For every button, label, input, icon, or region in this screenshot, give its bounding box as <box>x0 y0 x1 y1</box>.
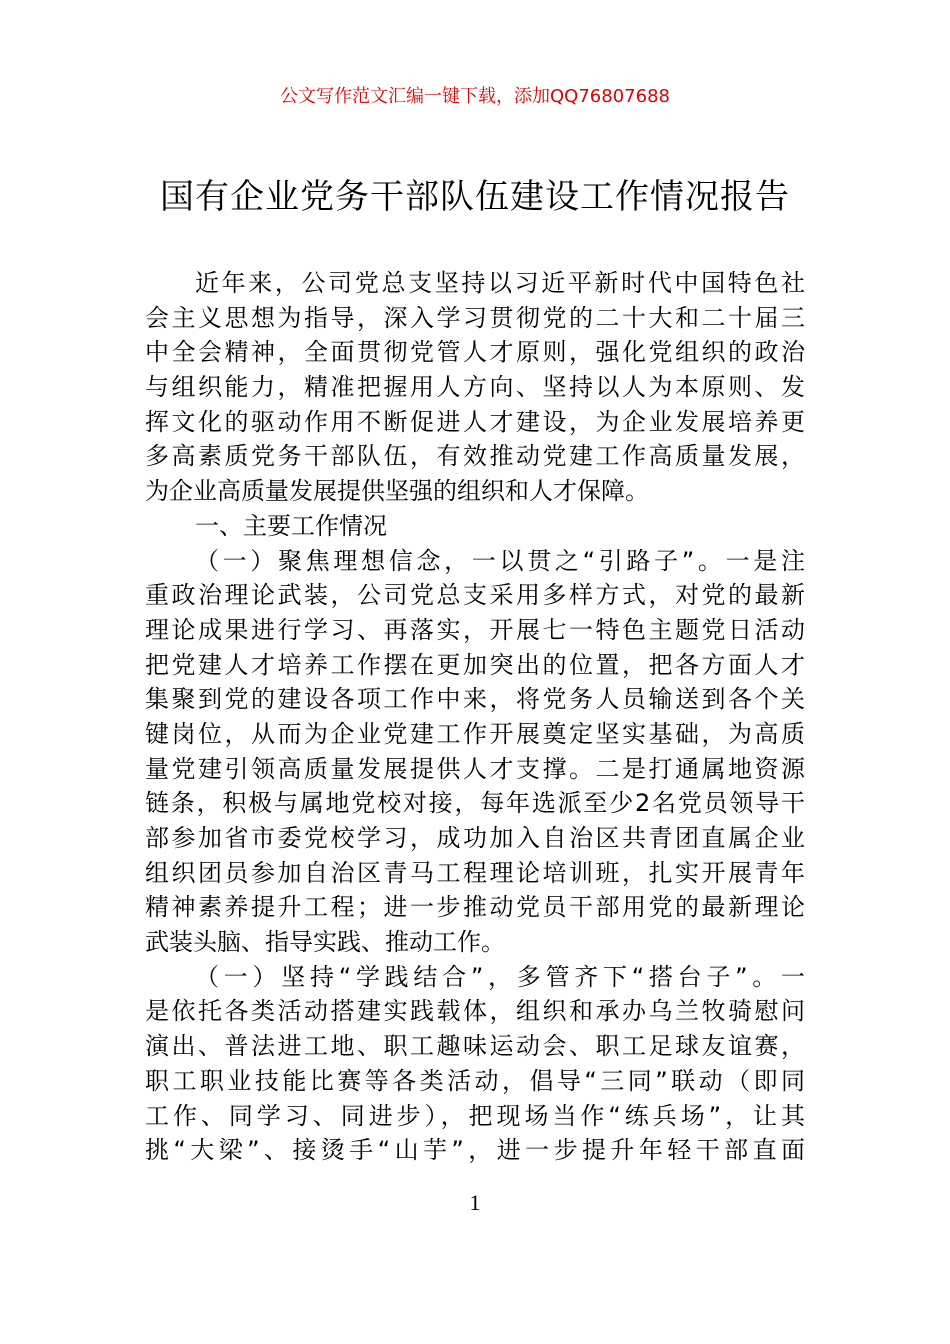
text-line: 是依托各类活动搭建实践载体，组织和承办乌兰牧骑慰问 <box>145 997 805 1026</box>
text-line: 挥文化的驱动作用不断促进人才建设，为企业发展培养更 <box>145 407 805 436</box>
text-line: 链条，积极与属地党校对接，每年选派至少2名党员领导干 <box>145 789 805 818</box>
text-line: 与组织能力，精准把握用人方向、坚持以人为本原则、发 <box>145 373 805 402</box>
page-number: 1 <box>469 1190 481 1215</box>
paragraph <box>145 960 805 1168</box>
text-line: 理论成果进行学习、再落实，开展七一特色主题党日活动 <box>145 615 805 644</box>
text-line: 挑“大梁”、接烫手“山芋”，进一步提升年轻干部直面 <box>145 1136 805 1165</box>
text-line: 把党建人才培养工作摆在更加突出的位置，把各方面人才 <box>145 650 805 679</box>
text-line: 一、主要工作情况 <box>195 511 387 540</box>
paragraph <box>145 509 805 544</box>
download-banner: 公文写作范文汇编一键下载，添加QQ76807688 <box>280 86 670 107</box>
text-line: 职工职业技能比赛等各类活动，倡导“三同”联动（即同 <box>145 1066 805 1095</box>
text-line: 为企业高质量发展提供坚强的组织和人才保障。 <box>145 477 649 506</box>
text-line: 精神素养提升工程；进一步推动党员干部用党的最新理论 <box>145 893 805 922</box>
text-line: 键岗位，从而为企业党建工作开展奠定坚实基础，为高质 <box>145 719 805 748</box>
text-line: 集聚到党的建设各项工作中来，将党务人员输送到各个关 <box>145 685 805 714</box>
paragraph <box>145 266 805 509</box>
text-line: 中全会精神，全面贯彻党管人才原则，强化党组织的政治 <box>145 338 805 367</box>
text-line: 演出、普法进工地、职工趣味运动会、职工足球友谊赛， <box>145 1032 805 1061</box>
text-line: 工作、同学习、同进步），把现场当作“练兵场”，让其 <box>145 1101 805 1130</box>
document-title: 国有企业党务干部队伍建设工作情况报告 <box>160 177 790 217</box>
text-line: （一）聚焦理想信念，一以贯之“引路子”。一是注 <box>195 546 805 575</box>
text-line: 武装头脑、指导实践、推动工作。 <box>145 928 505 957</box>
text-line: 多高素质党务干部队伍，有效推动党建工作高质量发展， <box>145 442 805 471</box>
text-line: （一）坚持“学践结合”，多管齐下“搭台子”。一 <box>195 962 805 991</box>
text-line: 组织团员参加自治区青马工程理论培训班，扎实开展青年 <box>145 858 805 887</box>
paragraph <box>145 544 805 960</box>
text-line: 近年来，公司党总支坚持以习近平新时代中国特色社 <box>195 269 805 297</box>
text-line: 重政治理论武装，公司党总支采用多样方式，对党的最新 <box>145 581 805 610</box>
text-line: 会主义思想为指导，深入学习贯彻党的二十大和二十届三 <box>145 303 805 332</box>
text-line: 部参加省市委党校学习，成功加入自治区共青团直属企业 <box>145 824 805 852</box>
document-body <box>145 266 805 1168</box>
text-line: 量党建引领高质量发展提供人才支撑。二是打通属地资源 <box>145 754 805 783</box>
